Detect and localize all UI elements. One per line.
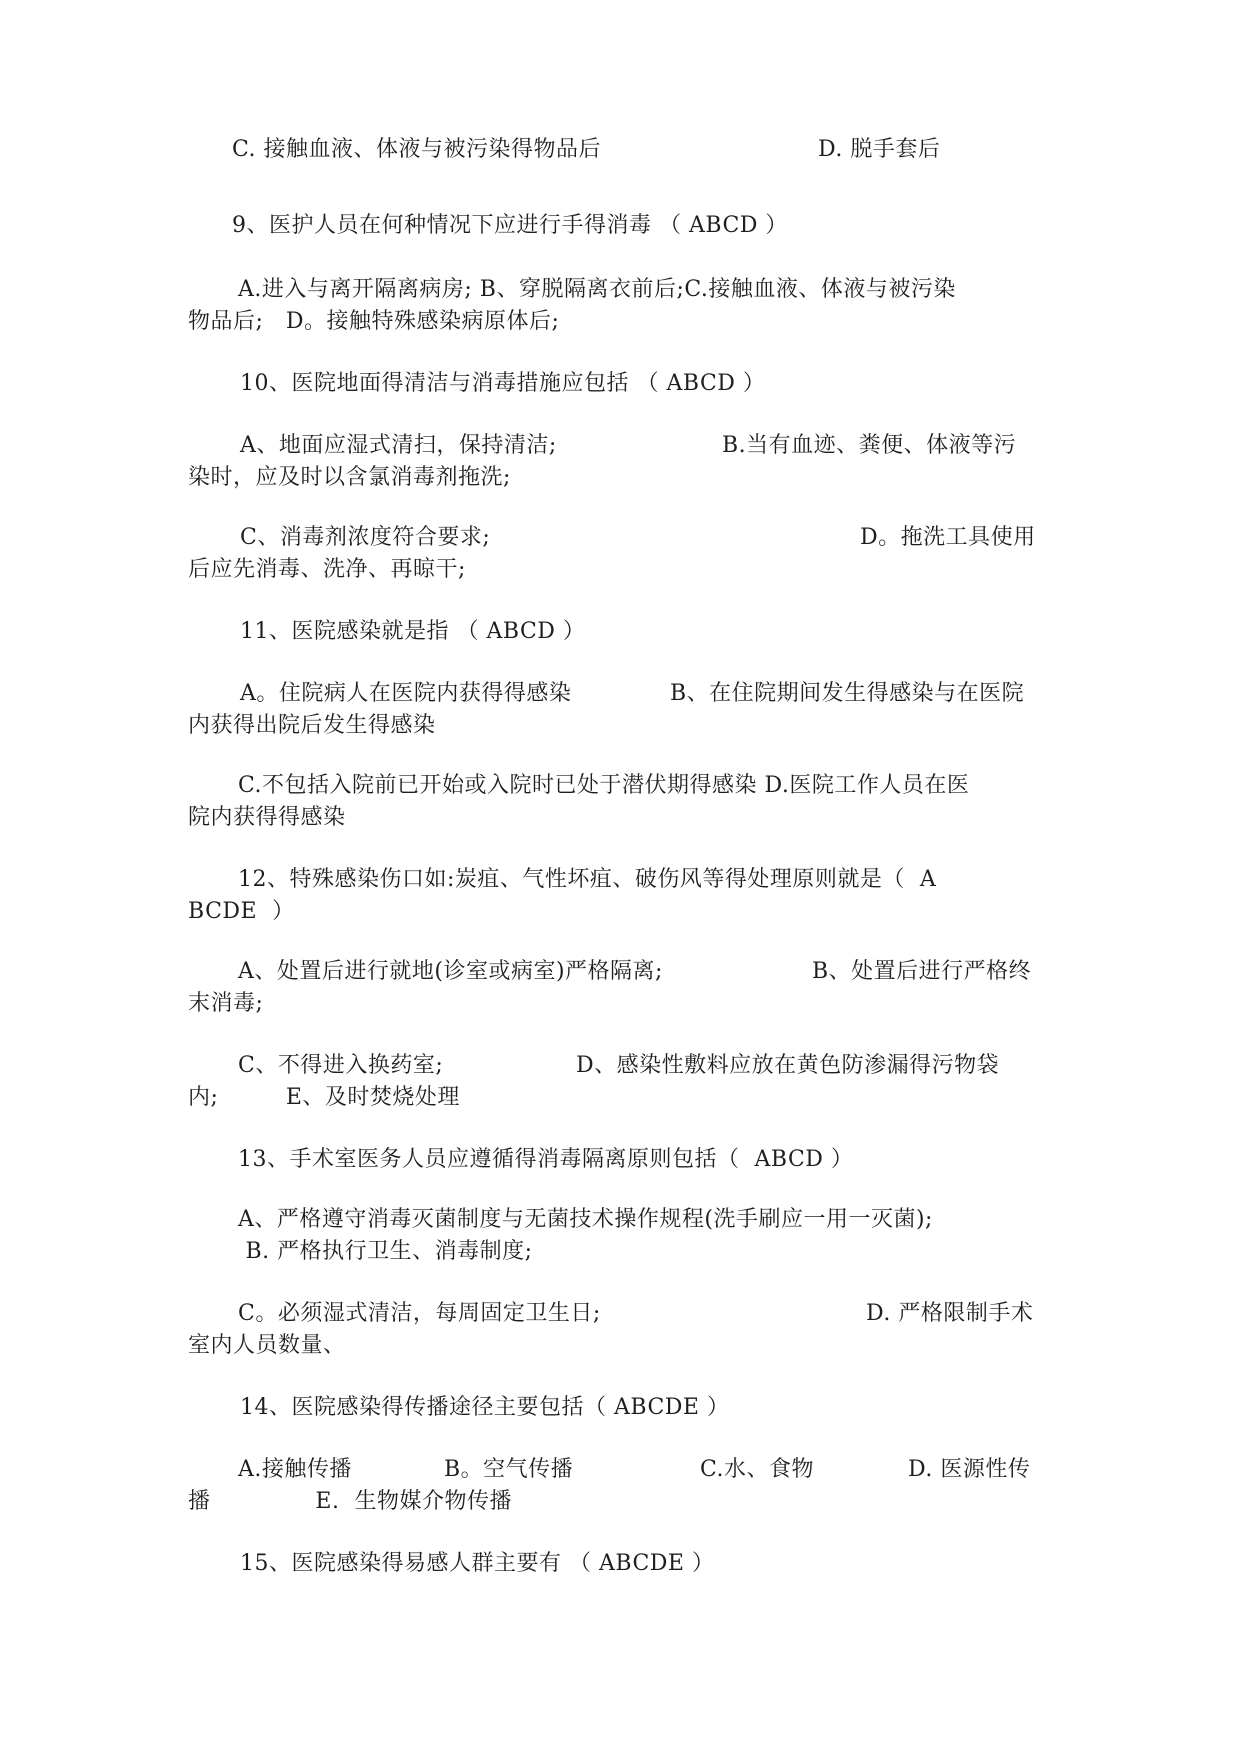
line-d-option: D. 脱手套后 <box>818 137 941 162</box>
question-13-option-d: D. 严格限制手术 <box>866 1301 1034 1326</box>
question-10-option-b: B.当有血迹、粪便、体液等污 <box>722 433 1017 458</box>
question-13-option-d-cont: 室内人员数量、 <box>188 1333 346 1358</box>
question-13: 13、手术室医务人员应遵循得消毒隔离原则包括（ ABCD ） <box>238 1147 854 1172</box>
question-10-option-c: C、消毒剂浓度符合要求; <box>240 525 491 550</box>
question-12-option-b-cont: 末消毒; <box>188 991 264 1016</box>
question-14: 14、医院感染得传播途径主要包括（ ABCDE ） <box>240 1395 730 1420</box>
question-15: 15、医院感染得易感人群主要有 （ ABCDE ） <box>240 1551 715 1576</box>
question-11-option-b: B、在住院期间发生得感染与在医院 <box>670 681 1025 706</box>
question-10-option-a: A、地面应湿式清扫，保持清洁; <box>240 433 557 458</box>
question-11-option-b-cont: 内获得出院后发生得感染 <box>188 713 436 738</box>
question-13-option-a: A、严格遵守消毒灭菌制度与无菌技术操作规程(洗手刷应一用一灭菌); <box>238 1207 933 1232</box>
question-9-options-cont: 物品后; D。接触特殊感染病原体后; <box>188 309 560 334</box>
question-12-option-a: A、处置后进行就地(诊室或病室)严格隔离; <box>238 959 663 984</box>
question-12-option-b: B、处置后进行严格终 <box>812 959 1032 984</box>
question-10-option-d-cont: 后应先消毒、洗净、再晾干; <box>188 557 466 582</box>
question-13-option-c: C。必须湿式清洁，每周固定卫生日; <box>238 1301 601 1326</box>
question-13-option-b: B. 严格执行卫生、消毒制度; <box>238 1239 533 1264</box>
question-12-option-d: D、感染性敷料应放在黄色防渗漏得污物袋 <box>576 1053 1000 1078</box>
question-12-option-e: 内; E、及时焚烧处理 <box>188 1085 460 1110</box>
question-10-option-b-cont: 染时，应及时以含氯消毒剂拖洗; <box>188 465 511 490</box>
question-14-option-b: B。空气传播 <box>444 1457 574 1482</box>
question-12-option-c: C、不得进入换药室; <box>238 1053 444 1078</box>
question-9: 9、医护人员在何种情况下应进行手得消毒 （ ABCD ） <box>232 213 788 238</box>
question-10-option-d: D。拖洗工具使用 <box>860 525 1036 550</box>
question-11: 11、医院感染就是指 （ ABCD ） <box>240 619 586 644</box>
line-c-option: C. 接触血液、体液与被污染得物品后 <box>232 137 602 162</box>
question-11-option-c: C.不包括入院前已开始或入院时已处于潜伏期得感染 D.医院工作人员在医 <box>238 773 970 798</box>
question-12: 12、特殊感染伤口如:炭疽、气性坏疽、破伤风等得处理原则就是（ A <box>238 867 937 892</box>
question-12-cont: BCDE ） <box>188 899 295 924</box>
question-11-option-c-cont: 院内获得得感染 <box>188 805 346 830</box>
question-14-option-c: C.水、食物 <box>700 1457 815 1482</box>
question-9-options: A.进入与离开隔离病房; B、穿脱隔离衣前后;C.接触血液、体液与被污染 <box>238 277 956 302</box>
question-14-option-d: D. 医源性传 <box>908 1457 1031 1482</box>
question-14-option-a: A.接触传播 <box>238 1457 352 1482</box>
question-14-option-e: 播 E. 生物媒介物传播 <box>188 1489 512 1514</box>
question-11-option-a: A。住院病人在医院内获得得感染 <box>240 681 572 706</box>
question-10: 10、医院地面得清洁与消毒措施应包括 （ ABCD ） <box>240 371 766 396</box>
